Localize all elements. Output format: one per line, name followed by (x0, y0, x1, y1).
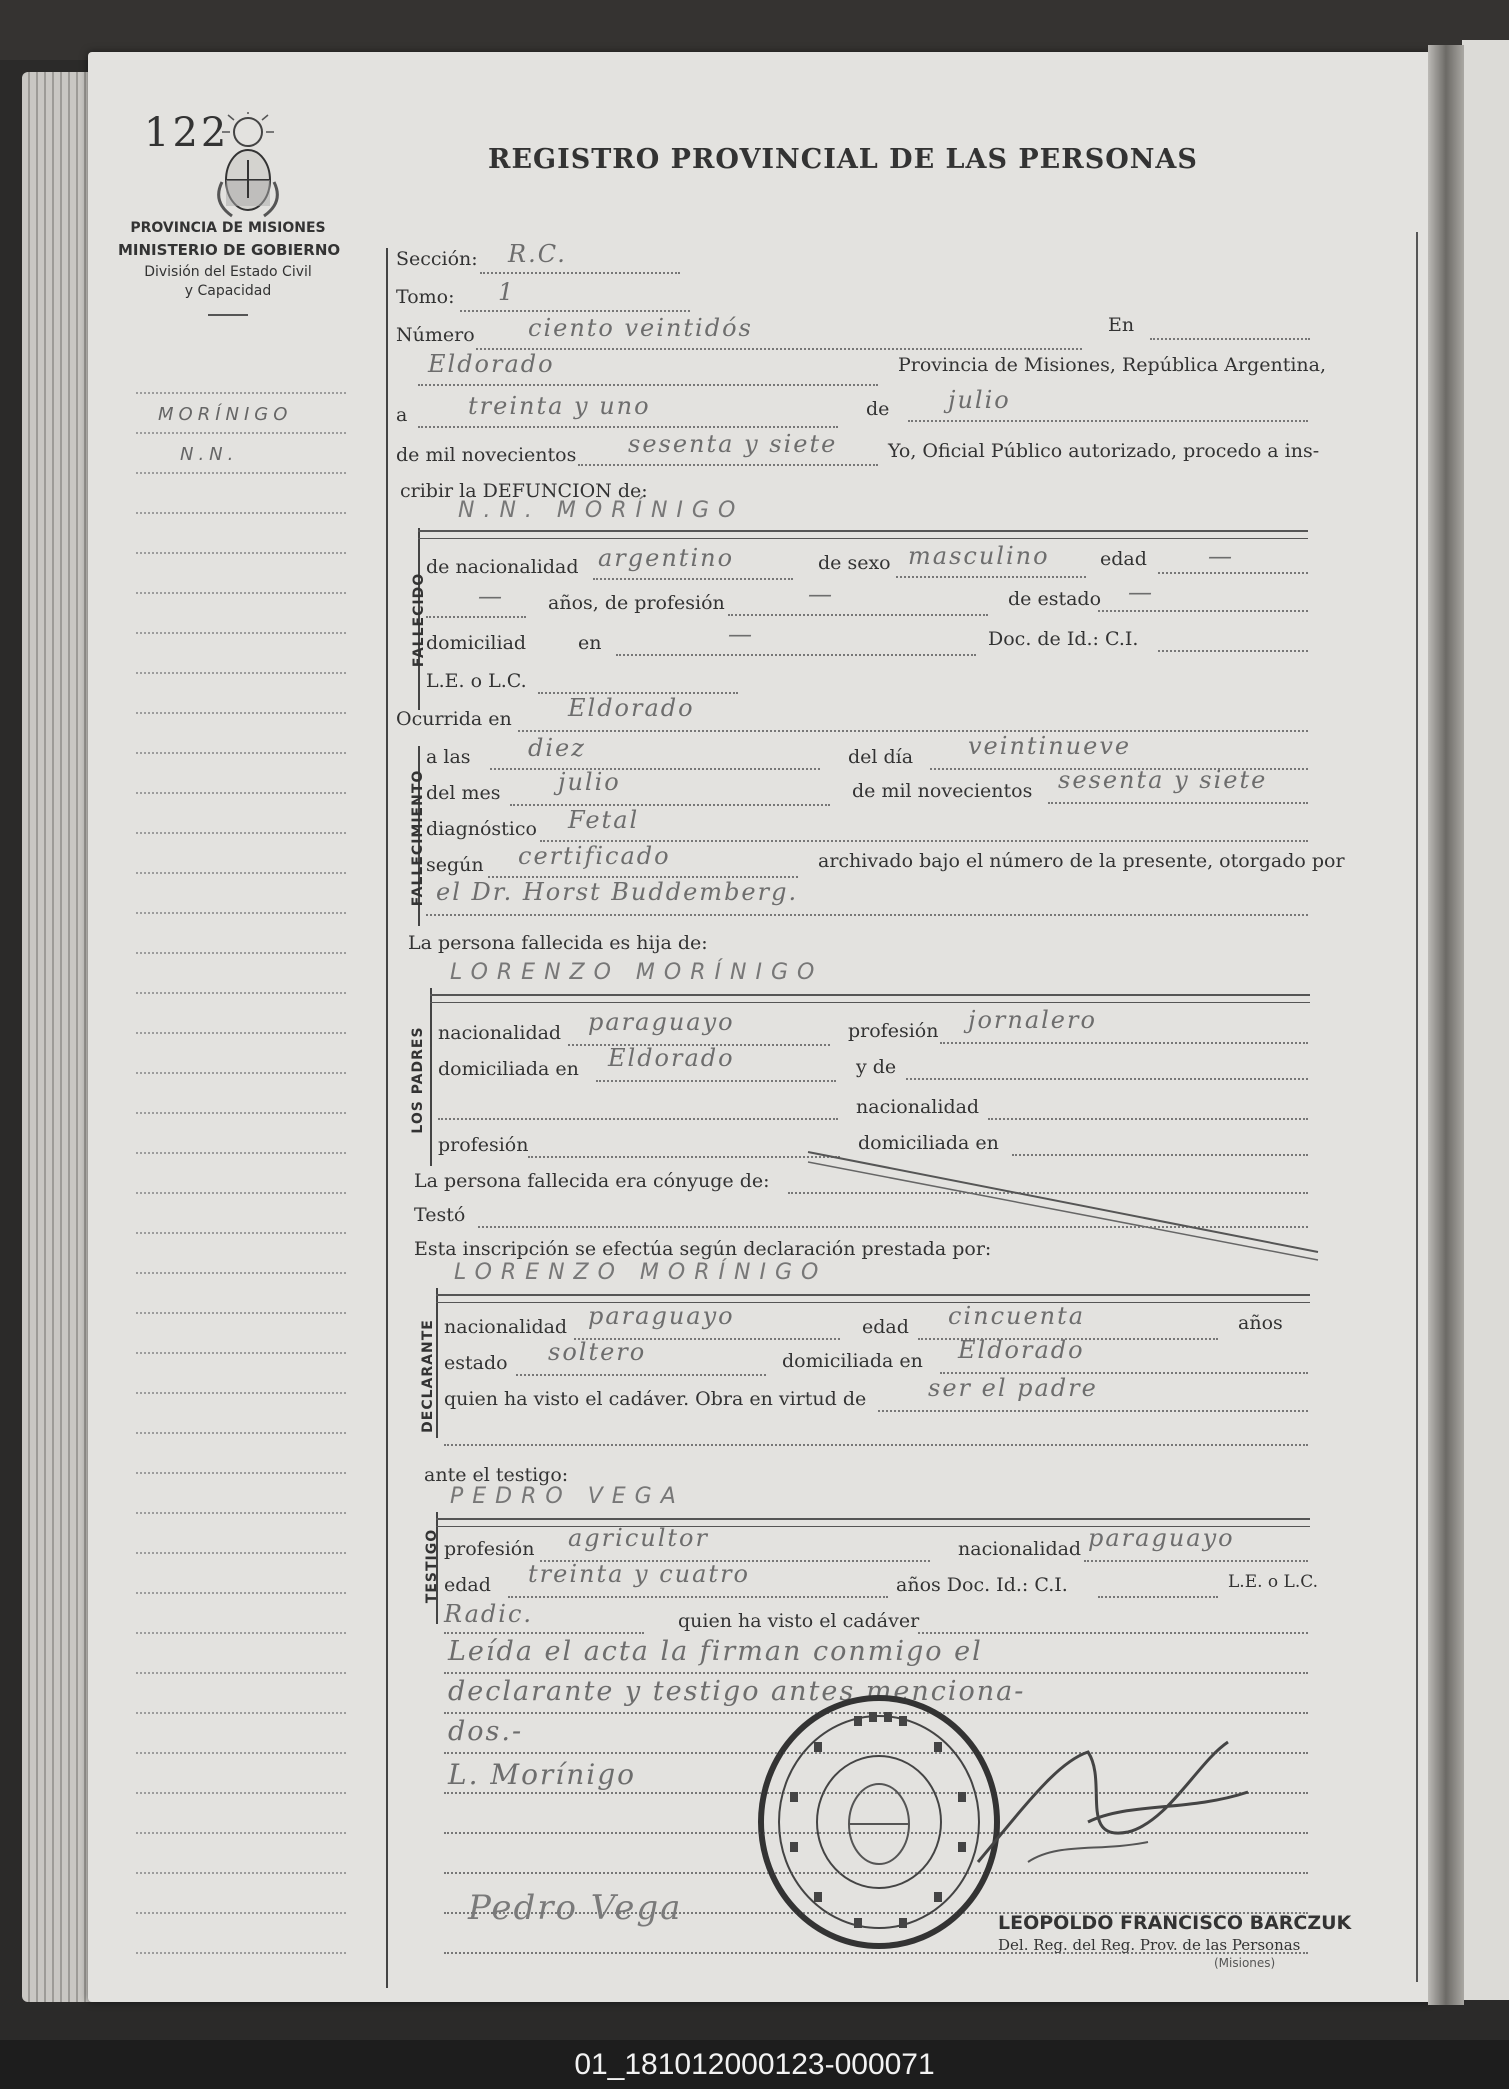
fallecido-domicilio-value: — (728, 620, 754, 648)
alas-value: diez (528, 734, 586, 762)
deldia-label: del día (848, 746, 914, 768)
form-left-border (386, 248, 388, 1988)
fallecido-nacionalidad-label: de nacionalidad (426, 556, 579, 578)
official-subtitle: (Misiones) (1214, 1956, 1276, 1970)
fallecimiento-section-label: FALLECIMIENTO (410, 769, 426, 907)
ocurrida-label: Ocurrida en (396, 708, 512, 730)
note-line-2: declarante y testigo antes menciona- (448, 1676, 1026, 1707)
declarante-domiciliada-value: Eldorado (958, 1336, 1085, 1364)
day-value: treinta y uno (468, 392, 651, 420)
segun-value: certificado (518, 842, 671, 870)
fallecido-estado-value: — (1128, 578, 1154, 606)
declarante-bracket (436, 1288, 438, 1438)
note-line-1: Leída el acta la firman conmigo el (448, 1636, 983, 1667)
diagnostico-label: diagnóstico (426, 818, 537, 840)
signature-declarante: L. Morínigo (448, 1758, 637, 1791)
declarante-nacionalidad-label: nacionalidad (444, 1316, 568, 1338)
padres-nacionalidad-label: nacionalidad (438, 1022, 562, 1044)
declarante-name-value: LORENZO MORÍNIGO (454, 1260, 828, 1285)
father-name: LORENZO MORÍNIGO (450, 960, 824, 985)
testigo-radic-value: Radic. (444, 1600, 534, 1628)
en-label: En (1108, 314, 1135, 336)
testigo-edad-value: treinta y cuatro (528, 1560, 750, 1588)
official-signature-icon (968, 1722, 1268, 1882)
fallecido-name-value: N.N. MORÍNIGO (458, 498, 745, 523)
testigo-nacionalidad-value: paraguayo (1088, 1524, 1235, 1552)
image-caption: 01_181012000123-000071 (0, 2040, 1509, 2089)
padres-profesion2-label: profesión (438, 1134, 529, 1156)
declarante-section-label: DECLARANTE (420, 1319, 436, 1433)
header-ministry: MINISTERIO DE GOBIERNO (118, 241, 341, 259)
signature-testigo: Pedro Vega (468, 1888, 683, 1928)
declarante-domiciliada-label: domiciliada en (782, 1350, 923, 1372)
alas-label: a las (426, 746, 471, 768)
padres-yde-label: y de (856, 1056, 897, 1078)
fallecido-sexo-label: de sexo (818, 552, 891, 574)
doctor-value: el Dr. Horst Buddemberg. (436, 878, 799, 906)
testigo-cadaver-text: quien ha visto el cadáver (678, 1610, 920, 1632)
declarante-estado-label: estado (444, 1352, 508, 1374)
delmes-label: del mes (426, 782, 501, 804)
register-page (88, 52, 1430, 2002)
fallecido-nacionalidad-value: argentino (598, 544, 735, 572)
margin-surname: MORÍNIGO (158, 404, 293, 425)
official-text: Yo, Oficial Público autorizado, procedo a ins- (888, 440, 1320, 462)
declarante-nacionalidad-value: paraguayo (588, 1302, 735, 1330)
padres-profesion-label: profesión (848, 1020, 939, 1042)
seccion-label: Sección: (396, 248, 478, 270)
seccion-value: R.C. (508, 240, 567, 268)
padres-nacionalidad-value: paraguayo (588, 1008, 735, 1036)
testigo-anos-doc-label: años Doc. Id.: C.I. (896, 1574, 1068, 1596)
padres-section-label: LOS PADRES (410, 1026, 426, 1134)
form-right-border (1416, 232, 1418, 1982)
padres-profesion-value: jornalero (968, 1006, 1097, 1034)
testigo-intro: ante el testigo: (424, 1464, 569, 1486)
tomo-label: Tomo: (396, 286, 455, 308)
coat-of-arms-icon (212, 112, 284, 222)
header-underline (208, 314, 248, 316)
fallecido-edad-value: — (1208, 542, 1234, 570)
official-name: LEOPOLDO FRANCISCO BARCZUK (998, 1912, 1352, 1934)
folio-number: 122 (144, 110, 230, 156)
margin-given-name: N.N. (180, 444, 239, 465)
fallecido-anos-label: años, de profesión (548, 592, 725, 614)
numero-value: ciento veintidós (528, 314, 753, 342)
testigo-name-value: PEDRO VEGA (450, 1484, 685, 1509)
header-division-1: División del Estado Civil (144, 264, 312, 280)
padres-domiciliada-value: Eldorado (608, 1044, 735, 1072)
testigo-le-label: L.E. o L.C. (1228, 1572, 1319, 1592)
declarante-virtud-value: ser el padre (928, 1374, 1098, 1402)
fallecido-estado-label: de estado (1008, 588, 1102, 610)
tomo-value: 1 (498, 278, 516, 306)
note-line-3: dos.- (448, 1716, 524, 1747)
fallecido-section-label: FALLECIDO (411, 572, 427, 668)
delmes-value: julio (558, 768, 621, 796)
testo-label: Testó (414, 1204, 466, 1226)
declarante-cadaver-text: quien ha visto el cadáver. Obra en virtud de (444, 1388, 867, 1410)
fallecido-edad-label: edad (1100, 548, 1147, 570)
year-value: sesenta y siete (628, 430, 838, 458)
ocurrida-value: Eldorado (568, 694, 695, 722)
archivado-text: archivado bajo el número de la presente, otorgado por (818, 850, 1345, 872)
official-stamp-icon (754, 1692, 1004, 1952)
declarante-edad-label: edad (862, 1316, 909, 1338)
book-spine (1428, 45, 1464, 2005)
testigo-profesion-label: profesión (444, 1538, 535, 1560)
fallecido-en-label: en (578, 632, 602, 654)
declaracion-text: Esta inscripción se efectúa según declaración prestada por: (414, 1238, 992, 1260)
deldia-value: veintinueve (968, 732, 1132, 760)
testigo-edad-label: edad (444, 1574, 491, 1596)
next-page-edge (1462, 40, 1509, 2000)
year-label: de mil novecientos (396, 444, 577, 466)
place-value: Eldorado (428, 350, 555, 378)
fallecido-sexo-value: masculino (908, 542, 1050, 570)
declarante-anos-label: años (1238, 1312, 1283, 1334)
fallecido-anos-value: — (478, 582, 504, 610)
padres-domiciliada2-label: domiciliada en (858, 1132, 999, 1154)
padres-domiciliada-label: domiciliada en (438, 1058, 579, 1080)
header-province: PROVINCIA DE MISIONES (130, 220, 326, 236)
table-surface (0, 0, 1509, 60)
testigo-section-label: TESTIGO (424, 1528, 440, 1604)
fallecido-doc-label: Doc. de Id.: C.I. (988, 628, 1139, 650)
province-text: Provincia de Misiones, República Argentina, (898, 354, 1327, 376)
page-title: REGISTRO PROVINCIAL DE LAS PERSONAS (488, 144, 1198, 175)
fallecido-domiciliado-label: domiciliad (426, 632, 527, 654)
conyuge-text: La persona fallecida era cónyuge de: (414, 1170, 770, 1192)
padres-nacionalidad2-label: nacionalidad (856, 1096, 980, 1118)
header-division-2: y Capacidad (184, 283, 272, 299)
padres-intro: La persona fallecida es hija de: (408, 932, 708, 954)
official-title: Del. Reg. del Reg. Prov. de las Personas (998, 1936, 1301, 1954)
milnov-label: de mil novecientos (852, 780, 1033, 802)
testigo-nacionalidad-label: nacionalidad (958, 1538, 1082, 1560)
milnov-value: sesenta y siete (1058, 766, 1268, 794)
inscribe-text: cribir la DEFUNCION de: (400, 480, 648, 502)
fallecido-le-label: L.E. o L.C. (426, 670, 527, 692)
declarante-estado-value: soltero (548, 1338, 647, 1366)
diagnostico-value: Fetal (568, 806, 640, 834)
testigo-profesion-value: agricultor (568, 1524, 709, 1552)
declarante-edad-value: cincuenta (948, 1302, 1086, 1330)
month-value: julio (948, 386, 1011, 414)
segun-label: según (426, 854, 484, 876)
de-label: de (866, 398, 890, 420)
a-label: a (396, 404, 408, 426)
numero-label: Número (396, 324, 475, 346)
fallecido-profesion-value: — (808, 580, 834, 608)
